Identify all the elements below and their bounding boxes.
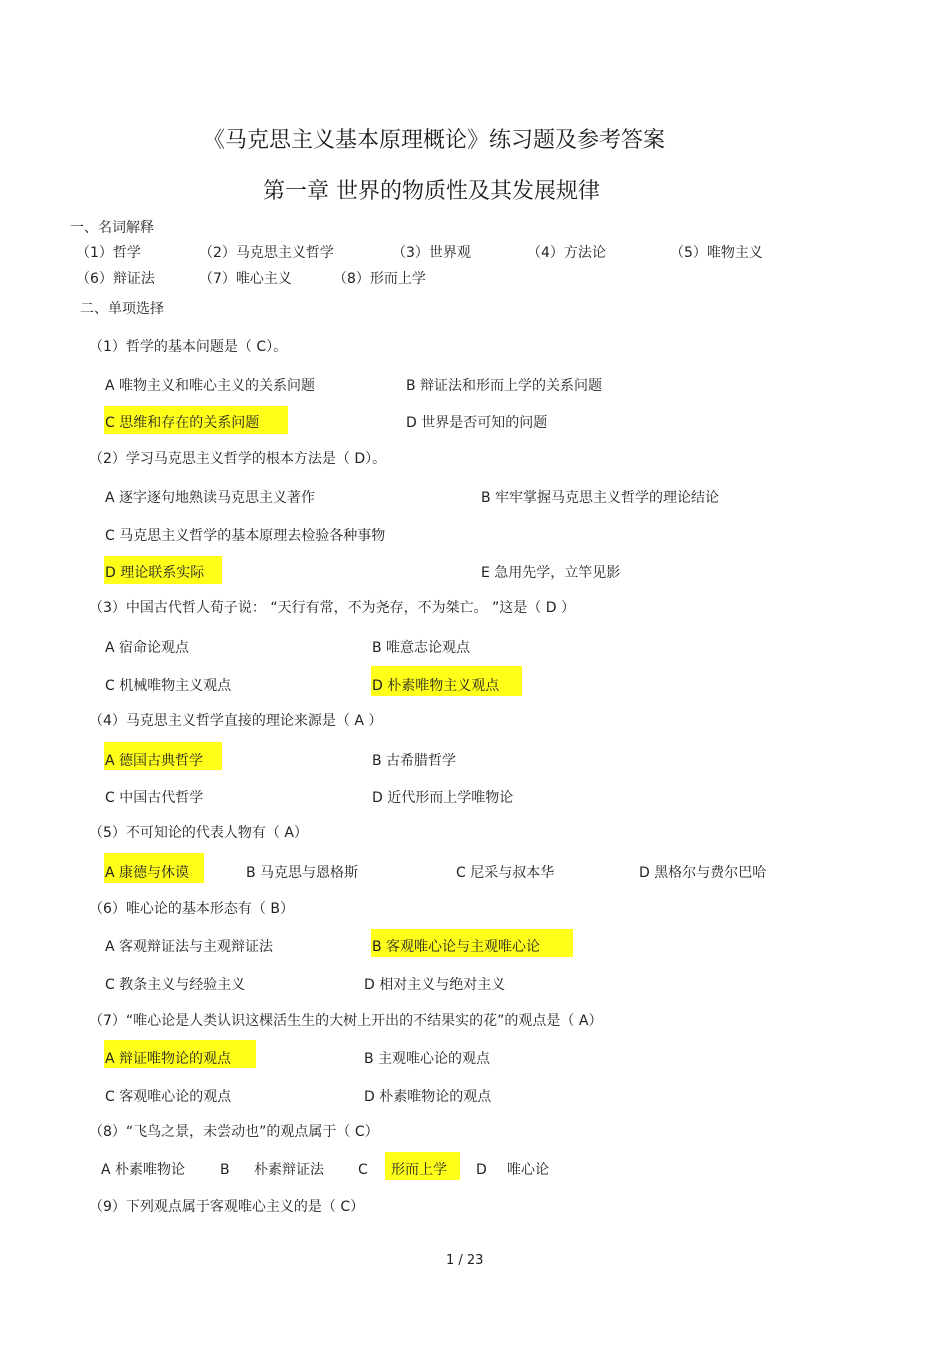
- option: A 德国古典哲学: [105, 753, 204, 769]
- option: D 黑格尔与费尔巴哈: [639, 865, 767, 881]
- option: D 朴素唯物主义观点: [372, 678, 500, 694]
- option: B 古希腊哲学: [372, 753, 457, 769]
- term: （2）马克思主义哲学: [199, 245, 334, 261]
- question-stem: （7）“唯心论是人类认识这棵活生生的大树上开出的不结果实的花”的观点是（ A）: [89, 1013, 603, 1029]
- option: B 主观唯心论的观点: [364, 1051, 491, 1067]
- term: （3）世界观: [392, 245, 471, 261]
- option: C 机械唯物主义观点: [105, 678, 232, 694]
- option: C 中国古代哲学: [105, 790, 204, 806]
- option: A 宿命论观点: [105, 640, 190, 656]
- section-heading: 一、名词解释: [70, 220, 154, 236]
- option: 形而上学: [391, 1162, 447, 1178]
- option: B 牢牢掌握马克思主义哲学的理论结论: [481, 490, 720, 506]
- question-stem: （9）下列观点属于客观唯心主义的是（ C）: [89, 1199, 365, 1215]
- term: （8）形而上学: [333, 271, 426, 287]
- option: 朴素辩证法: [254, 1162, 324, 1178]
- question-stem: （6）唯心论的基本形态有（ B）: [89, 901, 294, 917]
- option: B 马克思与恩格斯: [246, 865, 359, 881]
- option: B 客观唯心论与主观唯心论: [372, 939, 541, 955]
- option: E 急用先学，立竿见影: [481, 565, 621, 581]
- option: B 唯意志论观点: [372, 640, 471, 656]
- option: A 康德与休谟: [105, 865, 190, 881]
- document-title: 《马克思主义基本原理概论》练习题及参考答案: [203, 128, 666, 153]
- option: A 朴素唯物论: [101, 1162, 186, 1178]
- option-letter: D: [476, 1162, 487, 1178]
- option: D 相对主义与绝对主义: [364, 977, 506, 993]
- chapter-title: 第一章 世界的物质性及其发展规律: [263, 179, 600, 204]
- option: D 世界是否可知的问题: [406, 415, 548, 431]
- option: C 思维和存在的关系问题: [105, 415, 260, 431]
- option: 唯心论: [507, 1162, 549, 1178]
- question-stem: （5）不可知论的代表人物有（ A）: [89, 825, 308, 841]
- option: C 客观唯心论的观点: [105, 1089, 232, 1105]
- question-stem: （1）哲学的基本问题是（ C）。: [89, 339, 288, 355]
- question-stem: （8）“飞鸟之景，未尝动也”的观点属于（ C）: [89, 1124, 379, 1140]
- option: A 唯物主义和唯心主义的关系问题: [105, 378, 316, 394]
- option-letter: B: [220, 1162, 230, 1178]
- option-letter: C: [358, 1162, 368, 1178]
- term: （6）辩证法: [76, 271, 155, 287]
- option: D 近代形而上学唯物论: [372, 790, 514, 806]
- option: D 朴素唯物论的观点: [364, 1089, 492, 1105]
- option: A 辩证唯物论的观点: [105, 1051, 232, 1067]
- option: D 理论联系实际: [105, 565, 205, 581]
- question-stem: （3）中国古代哲人荀子说： “天行有常，不为尧存，不为桀亡。 ”这是（ D ）: [89, 600, 575, 616]
- option: C 教条主义与经验主义: [105, 977, 246, 993]
- page-number: 1 / 23: [446, 1253, 484, 1268]
- term: （7）唯心主义: [199, 271, 292, 287]
- term: （1）哲学: [76, 245, 141, 261]
- term: （5）唯物主义: [670, 245, 763, 261]
- question-stem: （2）学习马克思主义哲学的根本方法是（ D）。: [89, 451, 387, 467]
- term: （4）方法论: [527, 245, 606, 261]
- option: A 客观辩证法与主观辩证法: [105, 939, 274, 955]
- section-heading: 二、单项选择: [80, 301, 164, 317]
- option: C 尼采与叔本华: [456, 865, 555, 881]
- question-stem: （4）马克思主义哲学直接的理论来源是（ A ）: [89, 713, 383, 729]
- option: C 马克思主义哲学的基本原理去检验各种事物: [105, 528, 386, 544]
- option: A 逐字逐句地熟读马克思主义著作: [105, 490, 316, 506]
- option: B 辩证法和形而上学的关系问题: [406, 378, 603, 394]
